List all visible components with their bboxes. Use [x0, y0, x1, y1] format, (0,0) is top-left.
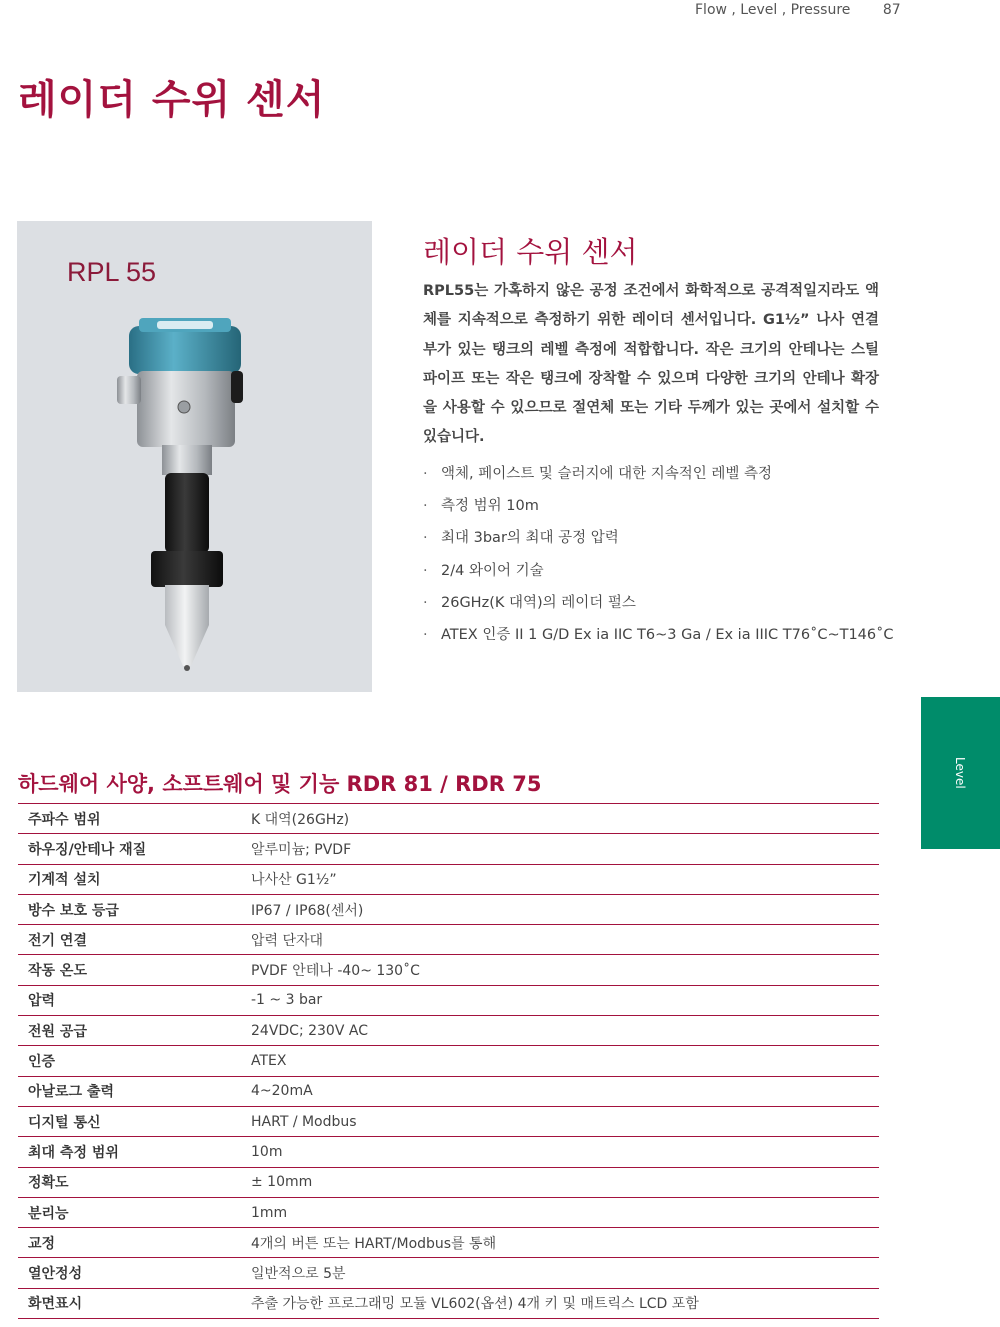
spec-label: 분리능: [28, 1205, 69, 1222]
table-row: [18, 955, 879, 985]
spec-value: PVDF 안테나 -40~ 130˚C: [251, 963, 420, 980]
table-row: [18, 1076, 879, 1106]
spec-value: 4개의 버튼 또는 HART/Modbus를 통해: [251, 1235, 497, 1252]
table-row: [18, 864, 879, 894]
spec-label: 최대 측정 범위: [28, 1144, 119, 1161]
page-number: 87: [882, 2, 901, 18]
spec-value: IP67 / IP68(센서): [251, 902, 364, 919]
specs-title: 하드웨어 사양, 소프트웨어 및 기능 RDR 81 / RDR 75: [18, 772, 542, 796]
side-tab-label: Level: [953, 757, 967, 789]
running-header: [695, 2, 901, 18]
spec-label: 하우징/안테나 재질: [28, 841, 147, 858]
spec-value: 일반적으로 5분: [251, 1266, 346, 1283]
product-description: RPL55는 가혹하지 않은 공정 조건에서 화학적으로 공격적일지라도 액체를 지속적으로 측정하기 위한 레이더 센서입니다. G1½” 나사 연결부가 있는 탱크의 레벨 측정에 적합합니다. 작은 크기의 안테나는 스틸 파이프 또는 작은 탱크에 장착할 수 있으며 다양한 크기의 안테나 확장을 사용할 수 있으므로 절연체 또는 기타 두께가 있는 곳에서 설치할 수 있습니다.: [423, 283, 879, 446]
spec-value: 24VDC; 230V AC: [251, 1022, 368, 1039]
spec-value: ATEX: [251, 1053, 287, 1070]
feature-item: · 26GHz(K 대역)의 레이더 펄스: [423, 589, 894, 621]
spec-label: 아날로그 출력: [28, 1084, 115, 1101]
spec-label: 전원 공급: [28, 1023, 87, 1040]
level-side-tab[interactable]: [921, 697, 1000, 849]
spec-label: 압력: [28, 993, 56, 1010]
spec-value: 알루미늄; PVDF: [251, 841, 352, 858]
spec-label: 정확도: [28, 1175, 69, 1192]
product-image: [17, 221, 372, 692]
spec-label: 열안정성: [28, 1266, 83, 1283]
section-label: Flow , Level , Pressure: [695, 2, 851, 18]
spec-label: 인증: [28, 1054, 56, 1071]
spec-label: 기계적 설치: [28, 872, 101, 889]
spec-label: 주파수 범위: [28, 811, 101, 828]
spec-value: 나사산 G1½”: [251, 872, 337, 889]
radar-sensor-illustration: [17, 221, 372, 692]
specs-table: [18, 803, 879, 1319]
spec-label: 교정: [28, 1235, 56, 1252]
spec-value: 압력 단자대: [251, 932, 324, 949]
table-row: [18, 1197, 879, 1227]
feature-item: · 액체, 페이스트 및 슬러지에 대한 지속적인 레벨 측정: [423, 460, 894, 492]
spec-label: 화면표시: [28, 1296, 83, 1313]
model-label: RPL 55: [67, 257, 157, 287]
feature-list: [423, 460, 894, 653]
bullet-icon: ·: [423, 626, 428, 643]
spec-value: K 대역(26GHz): [251, 811, 350, 828]
spec-value: 4~20mA: [251, 1083, 313, 1100]
bullet-icon: ·: [423, 594, 428, 611]
table-row: [18, 894, 879, 924]
bullet-icon: ·: [423, 562, 428, 579]
spec-value: ± 10mm: [251, 1174, 313, 1191]
spec-label: 방수 보호 등급: [28, 902, 119, 919]
bullet-icon: ·: [423, 530, 428, 547]
table-row: [18, 804, 879, 834]
spec-value: HART / Modbus: [251, 1113, 357, 1130]
page-title: 레이더 수위 센서: [18, 77, 326, 123]
table-row: [18, 1106, 879, 1136]
spec-label: 작동 온도: [28, 963, 87, 980]
spec-label: 디지털 통신: [28, 1114, 101, 1131]
table-row: [18, 1258, 879, 1288]
feature-item: · 2/4 와이어 기술: [423, 557, 894, 589]
table-row: [18, 1046, 879, 1076]
table-row: [18, 1288, 879, 1318]
table-row: [18, 834, 879, 864]
spec-value: 1mm: [251, 1204, 288, 1221]
table-row: [18, 985, 879, 1015]
spec-value: 10m: [251, 1143, 283, 1160]
table-row: [18, 925, 879, 955]
section-title: 레이더 수위 센서: [423, 235, 638, 269]
spec-value: 추출 가능한 프로그래밍 모듈 VL602(옵션) 4개 키 및 매트릭스 LCD 포함: [251, 1296, 699, 1313]
feature-item: · ATEX 인증 II 1 G/D Ex ia IIC T6~3 Ga / Ex ia IIIC T76˚C~T146˚C: [423, 621, 894, 653]
spec-label: 전기 연결: [28, 932, 87, 949]
table-row: [18, 1228, 879, 1258]
feature-item: · 최대 3bar의 최대 공정 압력: [423, 524, 894, 556]
table-row: [18, 1167, 879, 1197]
bullet-icon: ·: [423, 466, 428, 482]
table-row: [18, 1016, 879, 1046]
feature-item: · 측정 범위 10m: [423, 492, 894, 524]
bullet-icon: ·: [423, 498, 428, 515]
table-row: [18, 1137, 879, 1167]
spec-value: -1 ~ 3 bar: [251, 992, 323, 1009]
